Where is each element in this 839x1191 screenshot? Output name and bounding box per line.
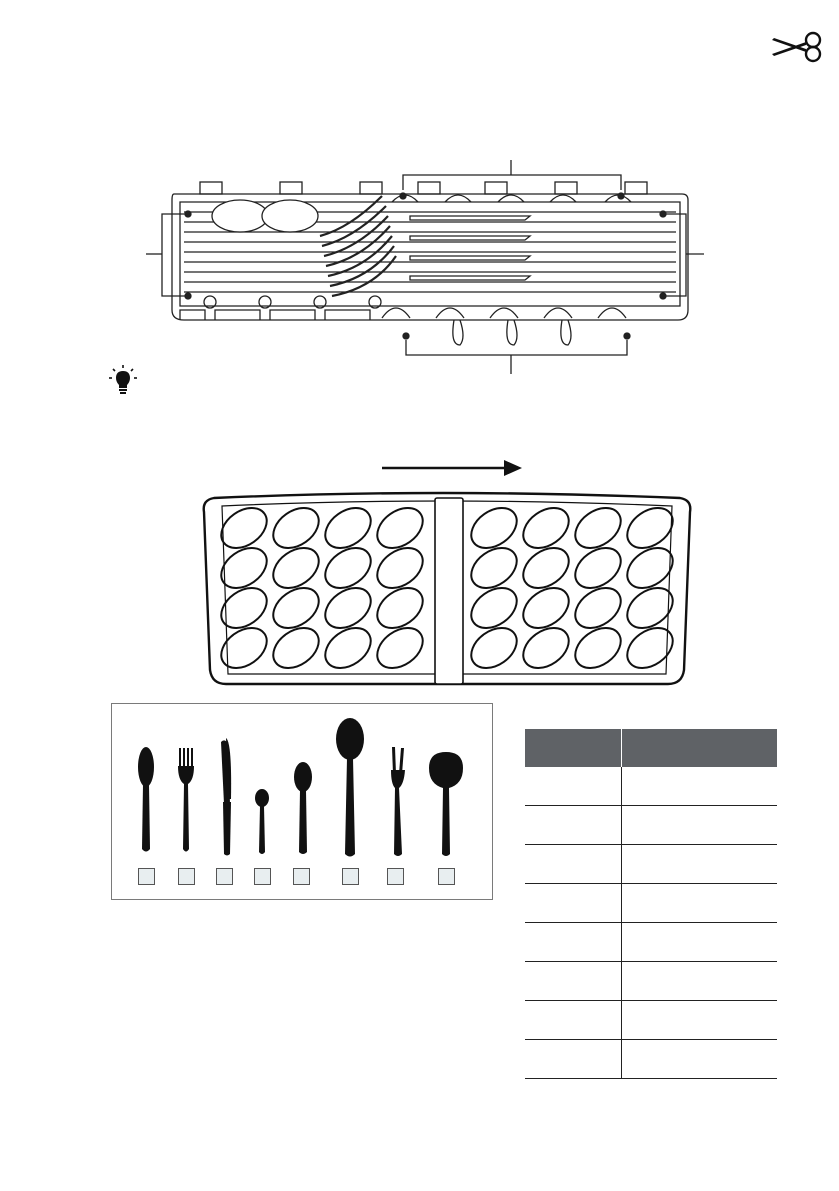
table-row bbox=[525, 962, 777, 1001]
table-row bbox=[525, 884, 777, 923]
basket-slot bbox=[318, 500, 378, 557]
basket-slot bbox=[370, 580, 430, 637]
serving-spoon-icon bbox=[336, 718, 364, 857]
table-cell bbox=[525, 1040, 622, 1079]
cutlery-legend bbox=[111, 703, 493, 900]
basket-slot bbox=[266, 620, 326, 677]
knife-icon bbox=[221, 738, 231, 856]
ladle-icon bbox=[429, 752, 463, 856]
table-cell bbox=[622, 845, 778, 884]
table-cell bbox=[622, 923, 778, 962]
basket-slot bbox=[214, 620, 274, 677]
table-header-cell bbox=[622, 729, 778, 767]
basket-slot bbox=[620, 620, 680, 677]
basket-slot bbox=[568, 620, 628, 677]
dessert-spoon-icon bbox=[294, 762, 312, 854]
basket-slot bbox=[516, 540, 576, 597]
legend-checkbox-4 bbox=[254, 868, 271, 885]
table-row bbox=[525, 1001, 777, 1040]
basket-slot bbox=[516, 580, 576, 637]
cutlery-tray-diagram bbox=[100, 150, 720, 380]
table-cell bbox=[622, 1040, 778, 1079]
cutlery-basket-diagram bbox=[200, 490, 695, 688]
serving-fork-icon bbox=[391, 747, 405, 856]
scissors-icon bbox=[768, 30, 828, 64]
basket-slot bbox=[464, 540, 524, 597]
basket-slot bbox=[266, 580, 326, 637]
legend-checkbox-1 bbox=[138, 868, 155, 885]
basket-slot bbox=[266, 540, 326, 597]
basket-slot bbox=[370, 540, 430, 597]
table-cell bbox=[622, 962, 778, 1001]
basket-slot bbox=[464, 620, 524, 677]
legend-checkbox-8 bbox=[438, 868, 455, 885]
light-bulb-icon bbox=[108, 364, 138, 396]
fork-icon bbox=[178, 748, 194, 852]
legend-checkbox-7 bbox=[387, 868, 404, 885]
table-cell bbox=[525, 767, 622, 806]
basket-slot bbox=[568, 580, 628, 637]
table-cell bbox=[622, 1001, 778, 1040]
table-header-row bbox=[525, 729, 777, 767]
table-cell bbox=[525, 962, 622, 1001]
basket-slot bbox=[620, 580, 680, 637]
table-cell bbox=[525, 845, 622, 884]
basket-slot bbox=[568, 500, 628, 557]
basket-slot bbox=[370, 500, 430, 557]
basket-slot bbox=[318, 620, 378, 677]
legend-checkbox-6 bbox=[342, 868, 359, 885]
basket-slot bbox=[318, 540, 378, 597]
table-header-cell bbox=[525, 729, 622, 767]
basket-slot bbox=[318, 580, 378, 637]
basket-slot bbox=[266, 500, 326, 557]
table-row bbox=[525, 767, 777, 806]
table-row bbox=[525, 923, 777, 962]
basket-slot bbox=[516, 620, 576, 677]
table-cell bbox=[525, 806, 622, 845]
legend-checkbox-2 bbox=[178, 868, 195, 885]
table-cell bbox=[525, 884, 622, 923]
table-cell bbox=[622, 806, 778, 845]
table-cell bbox=[525, 923, 622, 962]
table-row bbox=[525, 845, 777, 884]
table-cell bbox=[622, 884, 778, 923]
fill-table bbox=[525, 729, 777, 1079]
table-cell bbox=[525, 1001, 622, 1040]
legend-checkbox-3 bbox=[216, 868, 233, 885]
basket-slot bbox=[620, 500, 680, 557]
basket-slot bbox=[620, 540, 680, 597]
basket-slot bbox=[370, 620, 430, 677]
basket-slot bbox=[464, 580, 524, 637]
basket-slot bbox=[214, 500, 274, 557]
table-row bbox=[525, 1040, 777, 1079]
table-cell bbox=[622, 767, 778, 806]
basket-slot bbox=[214, 580, 274, 637]
basket-slot bbox=[214, 540, 274, 597]
legend-checkbox-5 bbox=[293, 868, 310, 885]
basket-slot bbox=[568, 540, 628, 597]
table-row bbox=[525, 806, 777, 845]
table-spoon-icon bbox=[138, 747, 154, 852]
arrow-right-icon bbox=[380, 458, 525, 478]
basket-slot bbox=[516, 500, 576, 557]
tea-spoon-icon bbox=[255, 789, 269, 854]
basket-slot bbox=[464, 500, 524, 557]
